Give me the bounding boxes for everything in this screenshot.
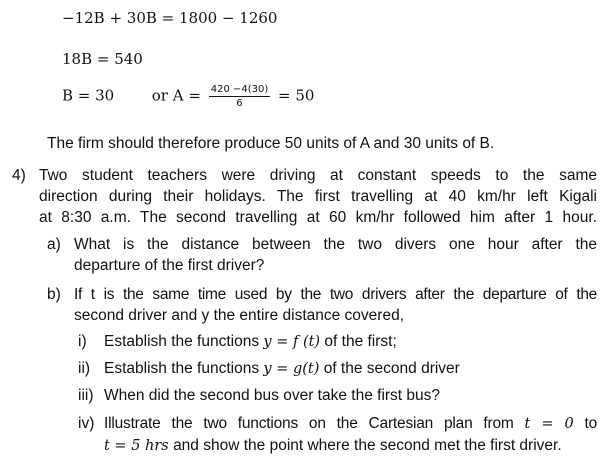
equation-line-2: 18B = 540 [62, 50, 143, 68]
item-ii-label: ii) [78, 360, 91, 377]
item-iv-before: Illustrate the two functions on the Cartesian plan from [104, 415, 514, 432]
part-b-label: b) [47, 286, 61, 303]
question-body [39, 165, 597, 228]
item-ii-text [104, 358, 460, 380]
conclusion-text: The firm should therefore produce 50 units of A and 30 units of B. [47, 135, 495, 152]
item-iv-math-start: t = 0 [524, 416, 574, 432]
item-i-before: Establish the functions [104, 333, 260, 350]
item-iv-after: and show the point where the second met the first driver. [173, 437, 562, 454]
equation-line-1: −12B + 30B = 1800 − 1260 [62, 9, 278, 27]
question-line-3: at 8:30 a.m. The second travelling at 60 km/hr followed him after 1 hour. [39, 209, 597, 226]
item-ii-math: y = g(t) [263, 361, 320, 377]
item-iv-line-1 [104, 413, 597, 435]
part-b-line-1: If t is the same time used by the two drivers after the departure of the [74, 286, 597, 303]
part-a-label: a) [47, 236, 61, 253]
fraction-numerator: 420 −4(30) [210, 84, 269, 95]
item-iv-label: iv) [78, 415, 95, 432]
question-line-1: Two student teachers were driving at constant speeds to the same [39, 167, 597, 184]
part-a-body [74, 234, 597, 276]
equation-or: or [151, 86, 168, 105]
equation-line-3 [62, 84, 314, 109]
item-iv-line-2 [104, 435, 597, 457]
part-a-line-2: departure of the first driver? [74, 257, 265, 274]
equation-a-result: = 50 [278, 86, 315, 105]
item-i-math: y = f (t) [263, 334, 321, 350]
fraction-denominator: 6 [236, 98, 243, 109]
part-b-line-2: second driver and y the entire distance covered, [74, 307, 404, 324]
item-ii-after: of the second driver [323, 360, 460, 377]
part-b-body [74, 284, 597, 326]
item-i-text [104, 331, 397, 353]
equation-a-label: A = [172, 86, 201, 105]
item-iv-text [104, 413, 597, 457]
item-iii-text: When did the second bus over take the first bus? [104, 387, 441, 404]
item-ii-before: Establish the functions [104, 360, 260, 377]
question-line-2: direction during their holidays. The first travelling at 40 km/hr left Kigali [39, 188, 597, 205]
part-a-line-1: What is the distance between the two divers one hour after the [74, 236, 597, 253]
question-number: 4) [12, 167, 26, 184]
item-i-after: of the first; [324, 333, 397, 350]
item-iv-to: to [584, 415, 598, 432]
item-iii-label: iii) [78, 387, 94, 404]
equation-b-value: B = 30 [62, 86, 115, 105]
equation-fraction [209, 84, 271, 109]
item-iv-math-end: t = 5 hrs [104, 438, 169, 454]
item-i-label: i) [78, 333, 87, 350]
